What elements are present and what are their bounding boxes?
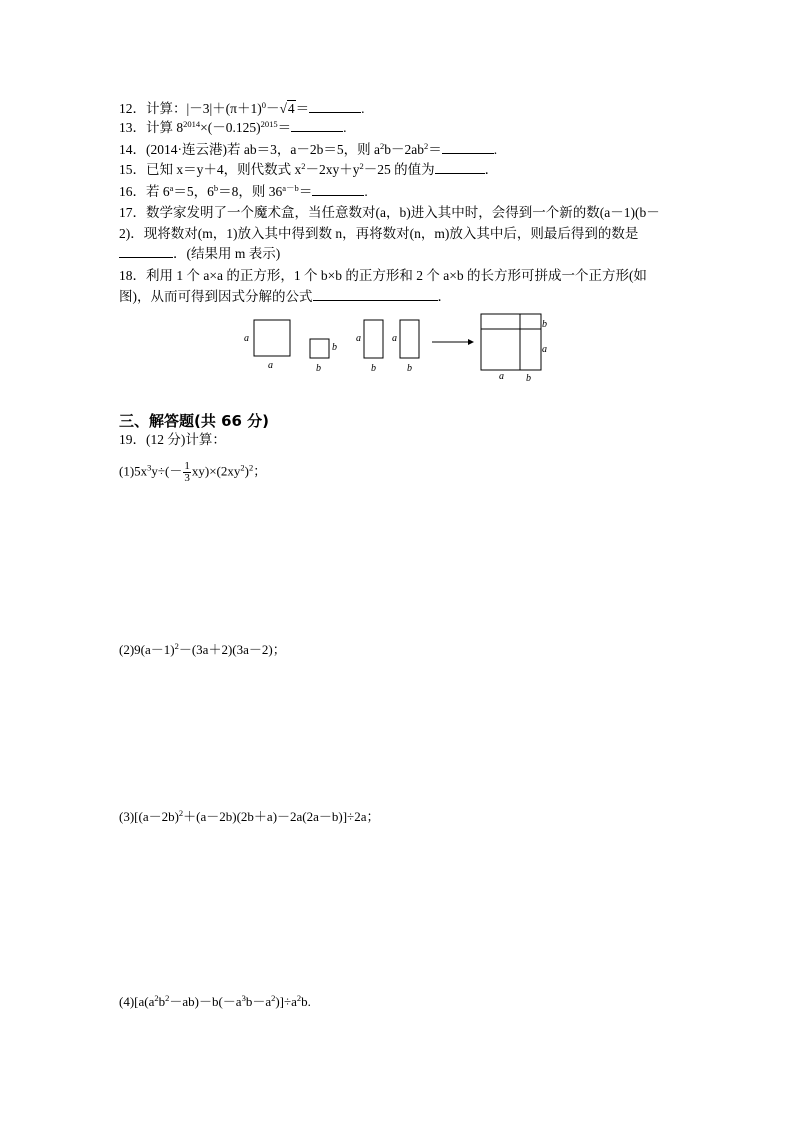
subproblem-1-text: y÷(－ (151, 463, 183, 479)
subproblem-3 (119, 807, 379, 827)
subproblem-4-text: )]÷a (275, 994, 297, 1009)
label-a: a (499, 371, 504, 382)
subproblem-4-text: b (158, 994, 166, 1009)
problem-14-text: b－2ab (384, 142, 424, 157)
exponent: 3 (147, 462, 152, 473)
exponent: 0 (261, 100, 266, 110)
exponent: 2 (154, 993, 159, 1003)
label-a: a (356, 333, 361, 344)
subproblem-3-text: (3)[(a－2b) (119, 809, 179, 824)
exponent: 2 (379, 141, 385, 151)
exponent: 2 (423, 141, 429, 151)
problem-13-text: . (343, 120, 347, 135)
problem-12-text: － (265, 101, 280, 116)
subproblem-4-text: －ab)－b(－a (169, 994, 242, 1009)
radicand: 4 (287, 101, 295, 116)
label-b: b (542, 319, 547, 330)
subproblem-4-text: b－a (245, 994, 272, 1009)
problem-18-text: ． (437, 289, 451, 304)
answer-blank[interactable] (312, 182, 364, 196)
label-b: b (526, 373, 531, 384)
label-b: b (407, 363, 412, 374)
answer-blank[interactable] (309, 99, 361, 113)
subproblem-4 (119, 992, 311, 1012)
exponent: 2 (174, 641, 179, 651)
subproblem-2 (119, 640, 286, 660)
combined-square (481, 314, 541, 370)
problem-13-text: ＝ (277, 120, 292, 135)
subproblem-4-text: (4)[a(a (119, 994, 155, 1009)
problem-13 (119, 118, 346, 138)
square-a (254, 320, 290, 356)
question-19: 19．(12 分)计算： (119, 432, 226, 447)
exponent: 2 (240, 462, 245, 473)
problem-14 (119, 140, 497, 160)
label-b: b (316, 363, 321, 374)
problem-17-line-2: 2)．现将数对(m，1)放入其中得到数 n，再将数对(n，m)放入其中后，则最后得到的数是 (119, 226, 639, 241)
rect-ab-2 (400, 320, 419, 358)
problem-16-text: ＝8，则 36 (218, 184, 283, 199)
problem-15-text: ． (484, 162, 499, 177)
section-heading: 三、解答题(共 66 分) (119, 412, 270, 430)
problem-15 (119, 160, 498, 180)
exponent: 2 (248, 462, 254, 473)
problem-15-text: －25 的值为 (363, 162, 435, 177)
answer-blank[interactable] (291, 118, 343, 132)
problem-15-text: 15．已知 x＝y＋4，则代数式 x (119, 162, 302, 177)
problem-16-text: ＝ (298, 184, 313, 199)
square-assembly-figure (236, 308, 566, 386)
problem-14-text: 14．(2014·连云港)若 ab＝3，a－2b＝5，则 a (119, 142, 380, 157)
problem-18-text: 图)，从而可得到因式分解的公式 (119, 289, 313, 304)
exponent: 2014 (183, 119, 201, 129)
subproblem-1 (119, 461, 266, 484)
fraction (183, 461, 191, 484)
rect-ab-1 (364, 320, 383, 358)
problem-14-text: ＝ (428, 142, 442, 157)
problem-16-text: ＝5，6 (173, 184, 214, 199)
subproblem-1-text: (1)5x (119, 463, 148, 479)
label-b: b (371, 363, 376, 374)
exponent: a－b (282, 183, 299, 193)
problem-16-text: . (364, 184, 368, 199)
label-a: a (268, 360, 273, 371)
subproblem-1-text: ) (244, 463, 249, 479)
problem-18-line-1: 18．利用 1 个 a×a 的正方形，1 个 b×b 的正方形和 2 个 a×b 的长方形可拼成一个正方形(如 (119, 268, 647, 283)
problem-12-text: 12．计算：|－3|＋(π＋1) (119, 101, 262, 116)
exponent: 2 (271, 993, 276, 1003)
problem-17-text: ．(结果用 m 表示) (173, 246, 281, 261)
exponent: 2 (296, 993, 302, 1003)
problem-16 (119, 182, 368, 202)
answer-blank[interactable] (442, 140, 494, 154)
answer-blank[interactable] (119, 244, 173, 258)
label-a: a (392, 333, 397, 344)
answer-blank[interactable] (313, 287, 438, 301)
subproblem-1-text: ； (253, 463, 267, 479)
label-b: b (332, 342, 337, 353)
problem-18-line-2 (119, 287, 451, 307)
exponent: b (213, 183, 219, 193)
sqrt-symbol: √ (279, 101, 287, 116)
problem-17-line-1: 17．数学家发明了一个魔术盒，当任意数对(a，b)进入其中时，会得到一个新的数(a－1)(b－ (119, 205, 660, 220)
subproblem-2-text: (2)9(a－1) (119, 642, 175, 657)
square-b (310, 339, 329, 358)
answer-blank[interactable] (435, 160, 485, 174)
exponent: 2 (178, 808, 184, 818)
problem-13-text: 13．计算 8 (119, 120, 184, 135)
label-a: a (244, 333, 249, 344)
exponent: 2 (301, 161, 306, 171)
denominator: 3 (184, 472, 190, 484)
arrow-head (468, 339, 474, 345)
exponent: 2 (165, 993, 170, 1003)
label-a: a (542, 344, 547, 355)
exponent: a (169, 183, 174, 193)
problem-12 (119, 99, 365, 119)
problem-16-text: 16．若 6 (119, 184, 170, 199)
subproblem-2-text: －(3a＋2)(3a－2)； (178, 642, 286, 657)
exponent: 3 (241, 993, 246, 1003)
problem-12-text: ＝ (295, 101, 310, 116)
problem-12-text: . (361, 101, 365, 116)
subproblem-3-text: ＋(a－2b)(2b＋a)－2a(2a－b)]÷2a； (183, 809, 380, 824)
subproblem-4-text: b. (301, 994, 311, 1009)
subproblem-1-text: xy)×(2xy (191, 463, 241, 479)
numerator: 1 (184, 460, 190, 472)
problem-17-line-3 (119, 244, 280, 264)
exponent: 2015 (260, 119, 278, 129)
problem-14-text: . (493, 142, 498, 157)
problem-13-text: ×(－0.125) (200, 120, 261, 135)
exponent: 2 (359, 161, 364, 171)
problem-15-text: －2xy＋y (305, 162, 360, 177)
